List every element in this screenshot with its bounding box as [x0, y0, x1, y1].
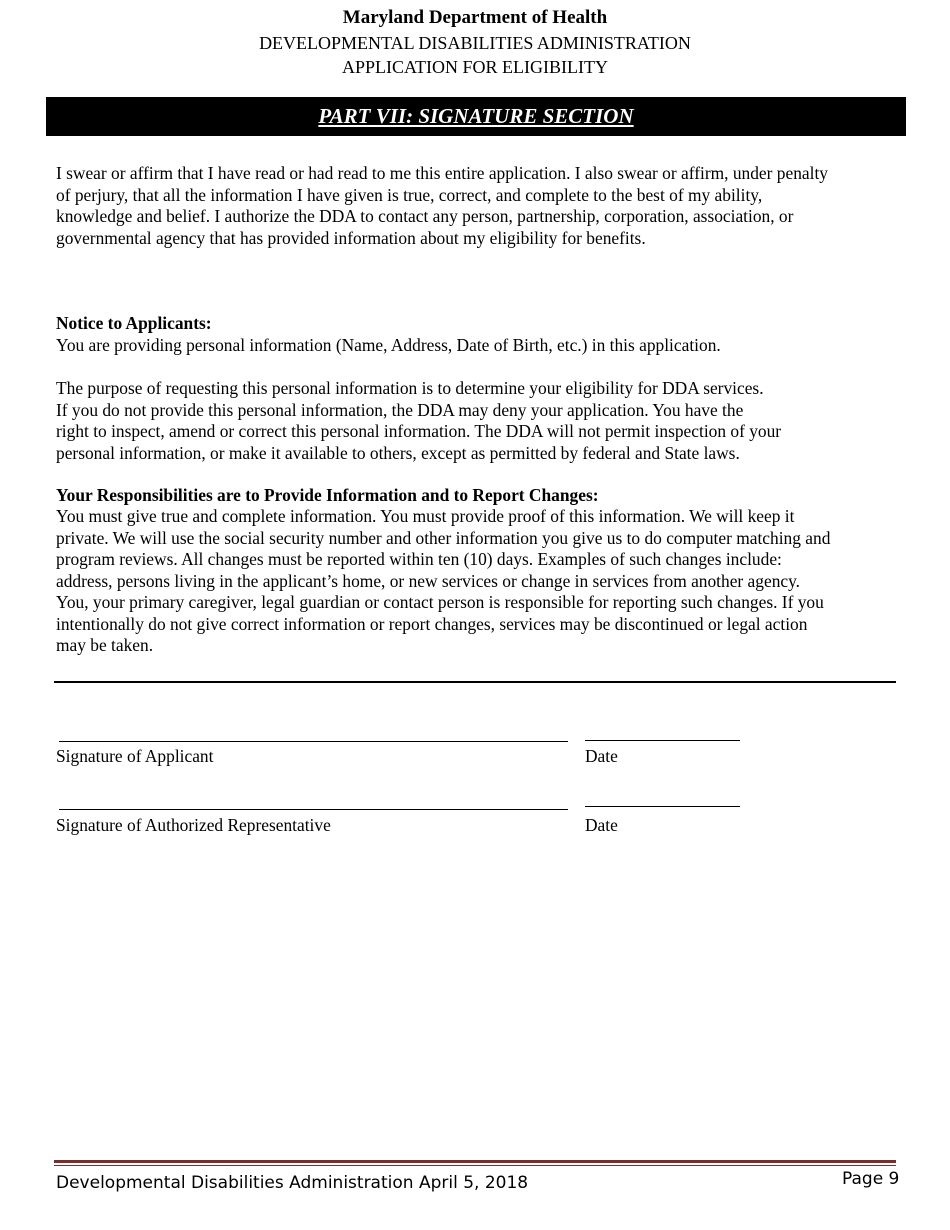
section-divider	[54, 681, 896, 683]
administration-name: DEVELOPMENTAL DISABILITIES ADMINISTRATION	[259, 33, 691, 53]
responsibilities-line: may be taken.	[56, 635, 154, 655]
representative-date-label: Date	[585, 815, 618, 835]
responsibilities-line: program reviews. All changes must be reported within ten (10) days. Examples of such changes include:	[56, 549, 782, 569]
footer-rule-thin	[54, 1165, 896, 1166]
purpose-line: If you do not provide this personal information, the DDA may deny your application. You have the	[56, 399, 744, 420]
responsibilities-line: private. We will use the social security number and other information you give us to do computer matching and	[56, 527, 831, 548]
affirmation-line: governmental agency that has provided information about my eligibility for benefits.	[56, 227, 646, 248]
purpose-line: personal information, or make it available to others, except as permitted by federal and State laws.	[56, 442, 740, 463]
applicant-signature-label: Signature of Applicant	[56, 746, 214, 766]
affirmation-line: knowledge and belief. I authorize the DDA to contact any person, partnership, corporation, association, or	[56, 206, 794, 226]
responsibilities-line: You must give true and complete information. You must provide proof of this information. We will keep it	[56, 506, 795, 526]
representative-date-line[interactable]	[585, 806, 740, 807]
representative-signature-line[interactable]	[59, 809, 568, 810]
responsibilities-line: intentionally do not give correct information or report changes, services may be discontinued or legal action	[56, 613, 808, 634]
purpose-line: The purpose of requesting this personal information is to determine your eligibility for DDA services.	[56, 378, 764, 398]
notice-purpose-paragraph	[56, 378, 901, 464]
responsibilities-line: address, persons living in the applicant’s home, or new services or change in services from another agency.	[56, 570, 801, 591]
applicant-date-line[interactable]	[585, 740, 740, 741]
footer-rule	[54, 1160, 896, 1163]
section-title: PART VII: SIGNATURE SECTION	[318, 104, 634, 128]
page-number: Page 9	[842, 1169, 900, 1189]
affirmation-line: of perjury, that all the information I have given is true, correct, and complete to the best of my ability,	[56, 184, 763, 205]
department-name: Maryland Department of Health	[342, 7, 608, 28]
applicant-signature-line[interactable]	[59, 741, 568, 742]
notice-intro: You are providing personal information (Name, Address, Date of Birth, etc.) in this application.	[56, 335, 721, 355]
affirmation-paragraph	[56, 163, 901, 249]
affirmation-line: I swear or affirm that I have read or had read to me this entire application. I also swear or affirm, under penalty	[56, 163, 828, 183]
section-banner	[46, 97, 906, 136]
applicant-date-label: Date	[585, 746, 618, 766]
notice-heading: Notice to Applicants:	[56, 313, 212, 333]
representative-signature-label: Signature of Authorized Representative	[56, 815, 331, 835]
form-title: APPLICATION FOR ELIGIBILITY	[342, 57, 608, 77]
responsibilities-heading: Your Responsibilities are to Provide Information and to Report Changes:	[56, 485, 599, 505]
purpose-line: right to inspect, amend or correct this personal information. The DDA will not permit inspection of your	[56, 421, 782, 441]
responsibilities-line: You, your primary caregiver, legal guardian or contact person is responsible for reporting such changes. If you	[56, 592, 824, 612]
responsibilities-paragraph	[56, 506, 901, 657]
footer-text: Developmental Disabilities Administration April 5, 2018	[56, 1173, 529, 1193]
